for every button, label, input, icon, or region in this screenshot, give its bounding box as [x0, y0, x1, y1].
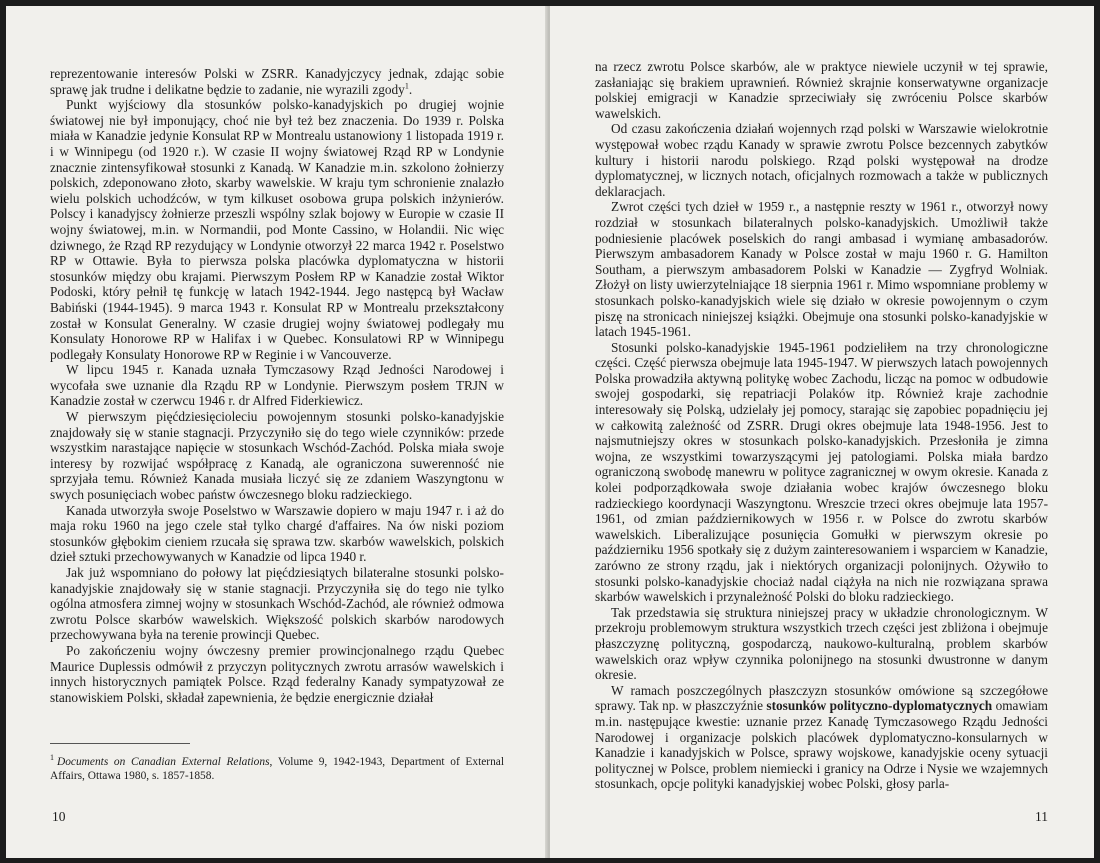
left-page [6, 6, 547, 858]
paragraph: Stosunki polsko-kanadyjskie 1945-1961 podzieliłem na trzy chronologiczne części. Część pierwsza obejmuje lata 1945-1947. W pierwszych latach powojennych Polska prowadziła aktywną politykę wobec Zachodu, licząc na pomoc w odbudowie swojej gospodarki, się repatriacji Polaków itp. Również kraje zachodnie interesowały się Polską, udzielały jej pomocy, starając się zapobiec popadnięciu jej w całkowitą zależność od ZSRR. Drugi okres obejmuje lata 1948-1956. Jest to najsmutniejszy okres w stosunkach polsko-kanadyjskich. Przesłoniła je zimna wojna, ze wszystkimi towarzyszącymi jej patologiami. Polska miała bardzo ograniczoną swobodę manewru w polityce zagranicznej w owym okresie. Kanada z kolei podporządkowała swoje działania wobec krajów ówczesnego bloku radzieckiego koordynacji Waszyngtonu. Wreszcie trzeci okres obejmuje lata 1957-1961, od zmian październikowych w 1956 r. w Polsce do zwrotu skarbów wawelskich. Liberalizujące posunięcia Gomułki w pierwszym okresie po październiku 1956 spotkały się z dużym zainteresowaniem i wsparciem w Kanadzie, zarówno ze strony rządu, jak i niektórych organizacji polonijnych. Ożywiło to stosunki polsko-kanadyjskie chociaż nadal ciążyła na nich nie rozwiązana sprawa skarbów wawelskich i przynależność Polski do bloku radzieckiego. [595, 339, 1048, 605]
right-page [550, 6, 1094, 858]
paragraph: Kanada utworzyła swoje Poselstwo w Warszawie dopiero w maju 1947 r. i aż do maja roku 1960 na jego czele stał tylko chargé d'affaires. Na ów niski poziom stosunków głębokim cieniem rzucała się sprawa tzw. skarbów wawelskich, polskich dzieł sztuki przechowywanych w Kanadzie od lipca 1940 r. [50, 502, 504, 565]
paragraph-text: W ramach poszczególnych płaszczyzn stosunków omówione są szczegółowe sprawy. Tak np. w płaszczyźnie [595, 682, 1048, 714]
footnote-source-title: Documents on Canadian External Relations [57, 755, 270, 768]
paragraph: reprezentowanie interesów Polski w ZSRR. Kanadyjczycy jednak, zdając sobie sprawę jak trudne i delikatne będzie to zadanie, nie wyrazili zgody$^1$. [50, 66, 504, 97]
paragraph: Tak przedstawia się struktura niniejszej pracy w układzie chronologicznym. W przekroju problemowym struktura wszystkich trzech części jest zbliżona i obejmuje płaszczyznę polityczną, gospodarczą, naukowo-kulturalną, problem skarbów wawelskich oraz wpływ czynnika polonijnego na stosunki dwustronne w danym okresie. [595, 604, 1048, 683]
paragraph: Zwrot części tych dzieł w 1959 r., a następnie reszty w 1961 r., otworzył nowy rozdział w stosunkach bilateralnych polsko-kanadyjskich. Umożliwił także podniesienie placówek poselskich do rangi ambasad i wymianę ambasadorów. Pierwszym ambasadorem Kanady w Polsce został w maju 1960 r. G. Hamilton Southam, a pierwszym ambasadorem Polski w Kanadzie — Zygfryd Wolniak. Złożył on listy uwierzytelniające 18 sierpnia 1961 r. Mimo wspomniane problemy w stosunkach polsko-kanadyjskich wiele się działo w okresie powojennym o czym piszę na stronicach niniejszej książki. Obejmuje ona stosunki polsko-kanadyjskie w latach 1945-1961. [595, 199, 1048, 340]
right-page-body [595, 59, 1048, 792]
page-number: 11 [1035, 809, 1048, 824]
paragraph: Po zakończeniu wojny ówczesny premier prowincjonalnego rządu Quebec Maurice Duplessis odmówił z przyczyn politycznych zwrotu arrasów wawelskich i innych historycznych pamiątek Polsce. Rząd federalny Kanady sympatyzował ze stanowiskiem Polski, składał zapewnienia, że będzie energicznie działał [50, 642, 504, 705]
paragraph [595, 683, 1048, 792]
paragraph: Od czasu zakończenia działań wojennych rząd polski w Warszawie wielokrotnie występował wobec rządu Kanady w sprawie zwrotu Polsce bezcennych zabytków kultury i historii narodu polskiego. Rząd polski występował na drodze dyplomatycznej, w licznych notach, oficjalnych rozmowach a także w publicznych deklaracjach. [595, 121, 1048, 199]
paragraph: na rzecz zwrotu Polsce skarbów, ale w praktyce niewiele uczynił w tej sprawie, zasłaniając się brakiem uprawnień. Również skrajnie konserwatywne organizacje polskiej emigracji w Kanadzie sprzeciwiały się zwróceniu Polsce skarbów wawelskich. [595, 59, 1048, 121]
footnote [50, 751, 504, 783]
paragraph: W lipcu 1945 r. Kanada uznała Tymczasowy Rząd Jedności Narodowej i wycofała swe uznanie dla Rządu RP w Londynie. Pierwszym posłem TRJN w Kanadzie został w czerwcu 1946 r. dr Alfred Fiderkiewicz. [50, 362, 504, 409]
footnote-mark: 1 [50, 753, 54, 762]
paragraph: W pierwszym pięćdziesięcioleciu powojennym stosunki polsko-kanadyjskie znajdowały się w stanie stagnacji. Przyczyniło się do tego wiele czynników: przede wszystkim narastające napięcie w stosunkach Wschód-Zachód. Polska miała swoje interesy by rozwijać współpracę z Kanadą, ale ograniczona suwerenność nie sprzyjała temu. Również Kanada musiała liczyć się ze zdaniem Waszyngtonu w swych posunięciach wobec państw ówczesnego bloku radzieckiego. [50, 409, 504, 503]
footnote-reference: 1 [404, 81, 409, 91]
footnote-divider [50, 743, 190, 744]
footnote-source-details: , Volume 9, 1942-1943, Department of External Affairs, Ottawa 1980, s. 1857-1858. [50, 755, 504, 782]
paragraph-text: reprezentowanie interesów Polski w ZSRR. Kanadyjczycy jednak, zdając sobie sprawę jak trudne i delikatne będzie to zadanie, nie wyrazili zgody [50, 66, 504, 97]
bold-term: stosunków polityczno-dyplomatycznych [766, 698, 993, 714]
paragraph-text: omawiam m.in. następujące kwestie: uznanie przez Kanadę Tymczasowego Rządu Jedności Narodowej i organizacje polskich placówek dyplomatyczno-konsularnych w Kanadzie i kanadyjskich w Polsce, sprawy wojskowe, kanadyjskie oceny sytuacji politycznej w Polsce, problem niemiecki i granicy na Odrze i Nysie we wzajemnych stosunkach, opcje polityki kanadyjskiej wobec Polski, głosy parla- [595, 698, 1049, 792]
page-number: 10 [52, 809, 66, 824]
paragraph: Punkt wyjściowy dla stosunków polsko-kanadyjskich po drugiej wojnie światowej nie był imponujący, choć nie był też bez znaczenia. Do 1939 r. Polska miała w Kanadzie jedynie Konsulat RP w Montrealu ustanowiony 1 listopada 1919 r. i w Winnipegu (od 1920 r.). W czasie II wojny światowej Rząd RP w Londynie znacznie zintensyfikował stosunki z Kanadą. W Kanadzie m.in. szkolono żołnierzy polskich, zdeponowano złoto, skarby wawelskie. W kraju tym schronienie znalazło wielu polskich uchodźców, w tym kilkuset osobowa grupa polskich inżynierów. Polscy i kanadyjscy żołnierze przeszli wspólny szlak bojowy w Europie w czasie II wojny światowej, m.in. w Normandii, pod Monte Cassino, w Holandii. Nic więc dziwnego, że Rząd RP rezydujący w Londynie otworzył 22 marca 1942 r. Poselstwo RP w Ottawie. Była to pierwsza polska placówka dyplomatyczna w historii stosunków między obu krajami. Pierwszym Posłem RP w Kanadzie został Wiktor Podoski, który pełnił tę funkcję w latach 1942-1944. Jego następcą był Wacław Babiński (1944-1945). 9 marca 1943 r. Konsulat RP w Montrealu przekształcony został w Konsulat Generalny. W czasie drugiej wojny światowej podlegały mu Konsulaty Honorowe RP w Halifax i w Quebec. Konsulatowi RP w Winnipegu podlegały Konsulaty Honorowe RP w Reginie i w Vancouverze. [50, 97, 504, 362]
paragraph: Jak już wspomniano do połowy lat pięćdziesiątych bilateralne stosunki polsko-kanadyjskie znajdowały się w stanie stagnacji. Przyczyniła się do tego nie tylko ogólna atmosfera zimnej wojny w stosunkach Wschód-Zachód, ale również odmowa zwrotu Polsce skarbów wawelskich. Większość polskich skarbów narodowych przechowywana była na terenie prowincji Quebec. [50, 565, 504, 643]
left-page-body [50, 66, 504, 705]
